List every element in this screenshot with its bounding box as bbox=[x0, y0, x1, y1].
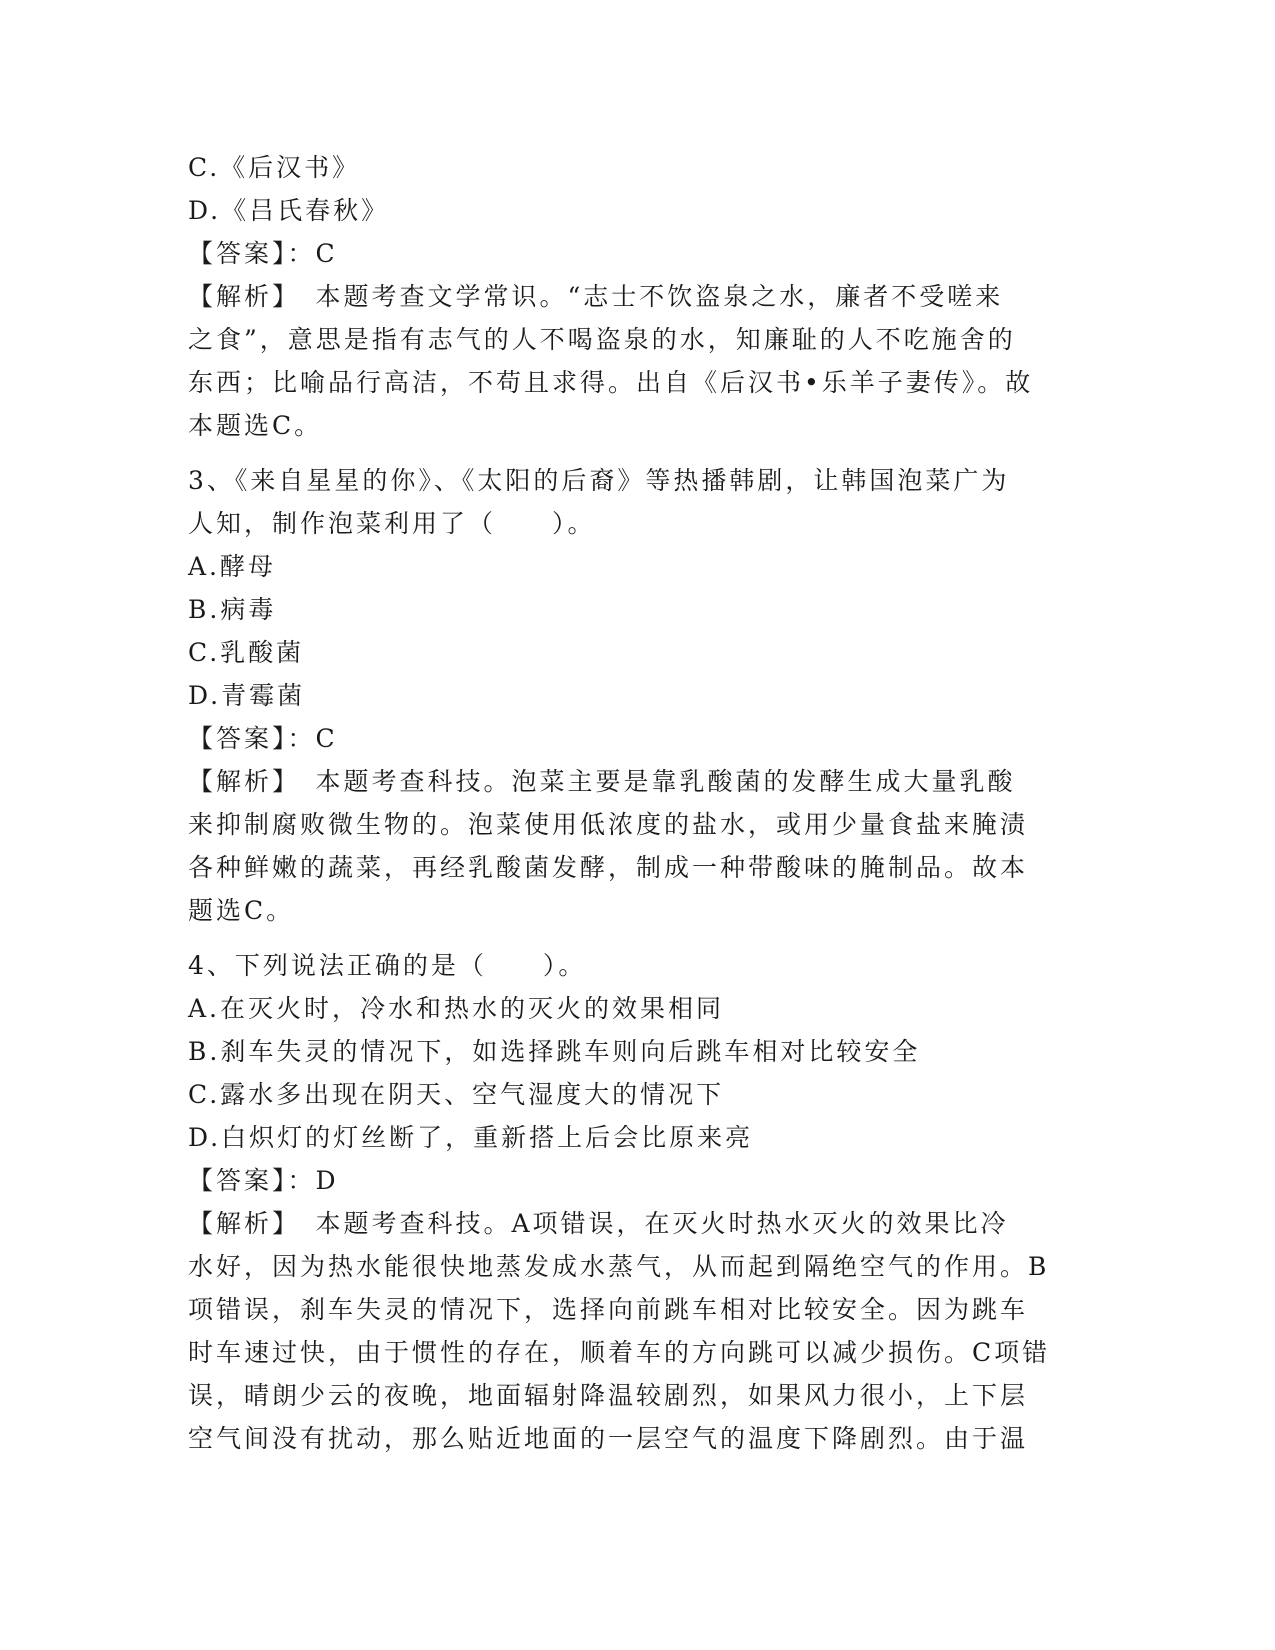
q4-analysis-line: 项错误，刹车失灵的情况下，选择向前跳车相对比较安全。因为跳车 bbox=[188, 1295, 1029, 1324]
q3-analysis bbox=[188, 760, 1088, 932]
document-body bbox=[188, 146, 1088, 1460]
q4-analysis-line: 【解析】 本题考查科技。A项错误，在灭火时热水灭火的效果比冷 bbox=[188, 1209, 1009, 1238]
q3-question bbox=[188, 459, 1088, 545]
q2-analysis-line: 【解析】 本题考查文学常识。“志士不饮盗泉之水，廉者不受嗟来 bbox=[188, 282, 1004, 311]
q2-analysis-line: 东西；比喻品行高洁，不苟且求得。出自《后汉书•乐羊子妻传》。故 bbox=[188, 368, 1034, 397]
q2-option-d: D.《吕氏春秋》 bbox=[188, 196, 390, 225]
q2-answer: 【答案】：C bbox=[188, 239, 338, 268]
q4-option-c: C.露水多出现在阴天、空气湿度大的情况下 bbox=[188, 1080, 725, 1109]
q3-option-c: C.乳酸菌 bbox=[188, 638, 305, 667]
q3-option-d: D.青霉菌 bbox=[188, 681, 306, 710]
q3-analysis-line: 各种鲜嫩的蔬菜，再经乳酸菌发酵，制成一种带酸味的腌制品。故本 bbox=[188, 853, 1029, 882]
q2-analysis-line: 之食”，意思是指有志气的人不喝盗泉的水，知廉耻的人不吃施舍的 bbox=[188, 325, 1016, 354]
spacer bbox=[188, 932, 1088, 944]
q4-question: 4、下列说法正确的是（ ）。 bbox=[188, 951, 587, 980]
q4-option-a: A.在灭火时，冷水和热水的灭火的效果相同 bbox=[188, 994, 725, 1023]
q3-answer: 【答案】：C bbox=[188, 724, 338, 753]
spacer bbox=[188, 447, 1088, 459]
q2-option-c: C.《后汉书》 bbox=[188, 153, 361, 182]
q4-analysis-line: 误，晴朗少云的夜晚，地面辐射降温较剧烈，如果风力很小，上下层 bbox=[188, 1381, 1029, 1410]
q3-option-a: A.酵母 bbox=[188, 552, 277, 581]
q4-analysis bbox=[188, 1202, 1088, 1460]
q4-analysis-line: 水好，因为热水能很快地蒸发成水蒸气，从而起到隔绝空气的作用。B bbox=[188, 1252, 1050, 1281]
q3-option-b: B.病毒 bbox=[188, 595, 277, 624]
q3-analysis-line: 【解析】 本题考查科技。泡菜主要是靠乳酸菌的发酵生成大量乳酸 bbox=[188, 767, 1016, 796]
q3-question-line: 人知，制作泡菜利用了（ ）。 bbox=[188, 509, 596, 538]
q3-analysis-line: 来抑制腐败微生物的。泡菜使用低浓度的盐水，或用少量食盐来腌渍 bbox=[188, 810, 1029, 839]
q3-analysis-line: 题选C。 bbox=[188, 896, 295, 925]
q3-question-line: 3、《来自星星的你》、《太阳的后裔》等热播韩剧，让韩国泡菜广为 bbox=[188, 466, 1010, 495]
q4-analysis-line: 空气间没有扰动，那么贴近地面的一层空气的温度下降剧烈。由于温 bbox=[188, 1424, 1029, 1453]
q4-option-d: D.白炽灯的灯丝断了，重新搭上后会比原来亮 bbox=[188, 1123, 754, 1152]
q4-analysis-line: 时车速过快，由于惯性的存在，顺着车的方向跳可以减少损伤。C项错 bbox=[188, 1338, 1051, 1367]
q4-option-b: B.刹车失灵的情况下，如选择跳车则向后跳车相对比较安全 bbox=[188, 1037, 921, 1066]
q2-analysis bbox=[188, 275, 1088, 447]
q4-answer: 【答案】：D bbox=[188, 1166, 339, 1195]
q2-analysis-line: 本题选C。 bbox=[188, 411, 323, 440]
